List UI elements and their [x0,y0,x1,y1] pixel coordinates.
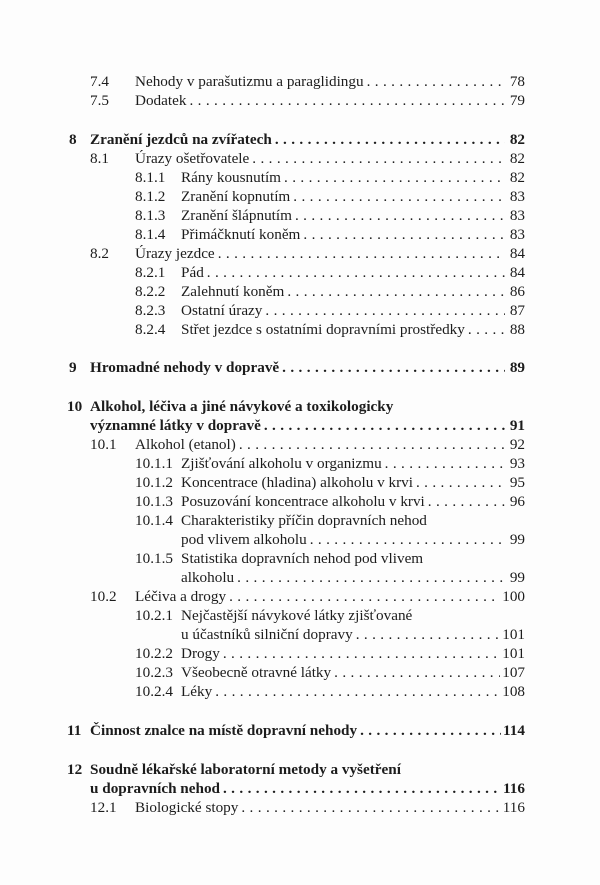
page-number: 99 [509,569,525,586]
page-number: 84 [509,264,525,281]
dot-leader [295,206,505,225]
toc-entry-line2[interactable] [0,530,600,549]
chapter-title: Zranění jezdců na zvířatech [90,131,272,148]
chapter-number: 9 [69,359,77,376]
toc-entry[interactable] [0,798,600,817]
toc-chapter-entry[interactable] [0,721,600,740]
page-number: 82 [509,131,525,148]
dot-leader [367,72,505,91]
dot-leader [360,721,501,740]
chapter-title-line1: Soudně lékařské laboratorní metody a vyšetření [90,761,401,778]
section-title-line1: Statistika dopravních nehod pod vlivem [181,550,424,567]
section-number: 7.4 [90,73,109,90]
dot-leader [334,663,500,682]
toc-chapter-entry-line1[interactable] [0,760,600,779]
dot-leader [265,301,505,320]
toc-chapter-entry-line1[interactable] [0,397,600,416]
section-number: 10.2.4 [135,683,173,700]
section-number: 8.2.2 [135,283,166,300]
toc-entry[interactable] [0,663,600,682]
section-title: Alkohol (etanol) [135,436,236,453]
section-number: 7.5 [90,92,109,109]
section-number: 10.1.1 [135,455,173,472]
section-number: 8.1.1 [135,169,166,186]
dot-leader [275,130,505,149]
section-title: Úrazy jezdce [135,245,215,262]
chapter-number: 11 [67,722,82,739]
toc-entry[interactable] [0,263,600,282]
page-number: 89 [509,359,525,376]
section-number: 10.2 [90,588,117,605]
dot-leader [218,244,505,263]
section-title: Nehody v parašutizmu a paraglidingu [135,73,364,90]
section-number: 8.1 [90,150,109,167]
page-number: 114 [503,722,525,739]
page-number: 101 [502,626,525,643]
toc-entry[interactable] [0,225,600,244]
toc-entry[interactable] [0,168,600,187]
page-number: 107 [502,664,525,681]
dot-leader [284,168,505,187]
page-number: 82 [509,169,525,186]
section-title-line1: Nejčastější návykové látky zjišťované [181,607,413,624]
section-title: Všeobecně otravné látky [181,664,332,681]
section-number: 10.2.1 [135,607,173,624]
toc-entry[interactable] [0,91,600,110]
toc-entry[interactable] [0,587,600,606]
section-title-line1: Charakteristiky příčin dopravních nehod [181,512,427,529]
page-number: 87 [509,302,525,319]
chapter-title: Hromadné nehody v dopravě [90,359,280,376]
toc-entry[interactable] [0,454,600,473]
section-title: Rány kousnutím [181,169,281,186]
dot-leader [252,149,505,168]
section-title: Ostatní úrazy [181,302,263,319]
dot-leader [223,779,501,798]
section-number: 8.2.4 [135,321,166,338]
toc-chapter-entry-line2[interactable] [0,416,600,435]
toc-entry-line1[interactable] [0,511,600,530]
section-title: Léky [181,683,213,700]
section-number: 10.1.5 [135,550,173,567]
section-number: 8.2.3 [135,302,166,319]
toc-entry[interactable] [0,244,600,263]
dot-leader [428,492,505,511]
page-number: 83 [509,207,525,224]
section-title: Koncentrace (hladina) alkoholu v krvi [181,474,413,491]
page-number: 83 [509,226,525,243]
section-title: Dodatek [135,92,187,109]
section-number: 10.1.2 [135,474,173,491]
dot-leader [293,187,505,206]
toc-entry[interactable] [0,682,600,701]
page-number: 93 [509,455,525,472]
chapter-title: u dopravních nehod [90,780,220,797]
page-number: 116 [502,799,525,816]
page-number: 99 [509,531,525,548]
section-number: 12.1 [90,799,117,816]
section-title: Zranění kopnutím [181,188,291,205]
toc-entry[interactable] [0,149,600,168]
toc-entry-line1[interactable] [0,606,600,625]
dot-leader [356,625,501,644]
section-number: 10.2.3 [135,664,173,681]
chapter-number: 8 [69,131,77,148]
toc-entry[interactable] [0,320,600,339]
dot-leader [468,320,505,339]
toc-entry-line2[interactable] [0,568,600,587]
dot-leader [310,530,505,549]
section-title: Zjišťování alkoholu v organizmu [181,455,382,472]
dot-leader [239,435,505,454]
page-number: 108 [502,683,525,700]
section-title: Přimáčknutí koněm [181,226,301,243]
dot-leader [215,682,500,701]
page-number: 96 [509,493,525,510]
chapter-number: 12 [67,761,83,778]
section-title: Zranění šlápnutím [181,207,292,224]
toc-entry[interactable] [0,72,600,91]
chapter-title-line1: Alkohol, léčiva a jiné návykové a toxikologicky [90,398,394,415]
dot-leader [385,454,505,473]
toc-chapter-entry[interactable] [0,358,600,377]
dot-leader [229,587,500,606]
section-title: u účastníků silniční dopravy [181,626,353,643]
section-number: 8.2.1 [135,264,166,281]
toc-entry[interactable] [0,644,600,663]
section-number: 8.2 [90,245,109,262]
toc-entry-line1[interactable] [0,549,600,568]
page-number: 100 [502,588,525,605]
section-title: Biologické stopy [135,799,239,816]
chapter-number: 10 [67,398,83,415]
section-title: Drogy [181,645,220,662]
toc-chapter-entry[interactable] [0,130,600,149]
page-number: 116 [503,780,525,797]
chapter-title: Činnost znalce na místě dopravní nehody [90,722,358,739]
page-number: 91 [509,417,525,434]
dot-leader [241,798,500,817]
toc-entry[interactable] [0,206,600,225]
page-number: 78 [509,73,525,90]
section-number: 8.1.4 [135,226,166,243]
section-title: Posuzování koncentrace alkoholu v krvi [181,493,425,510]
dot-leader [264,416,505,435]
page-number: 95 [509,474,525,491]
page-number: 86 [509,283,525,300]
chapter-title: významné látky v dopravě [90,417,261,434]
section-number: 8.1.2 [135,188,166,205]
page-number: 82 [509,150,525,167]
page-number: 84 [509,245,525,262]
section-title: Zalehnutí koněm [181,283,285,300]
section-number: 10.2.2 [135,645,173,662]
toc-entry[interactable] [0,492,600,511]
section-title: Střet jezdce s ostatními dopravními prostředky [181,321,465,338]
page-number: 101 [502,645,525,662]
dot-leader [303,225,505,244]
toc-entry[interactable] [0,435,600,454]
toc-entry[interactable] [0,187,600,206]
section-title: Léčiva a drogy [135,588,227,605]
dot-leader [189,91,505,110]
dot-leader [207,263,505,282]
page-number: 83 [509,188,525,205]
section-number: 10.1 [90,436,117,453]
dot-leader [237,568,505,587]
dot-leader [287,282,505,301]
section-title: Úrazy ošetřovatele [135,150,250,167]
section-title: pod vlivem alkoholu [181,531,307,548]
toc-entry[interactable] [0,282,600,301]
section-title: alkoholu [181,569,235,586]
toc-entry[interactable] [0,473,600,492]
dot-leader [223,644,500,663]
section-number: 10.1.3 [135,493,173,510]
toc-entry-line2[interactable] [0,625,600,644]
toc-chapter-entry-line2[interactable] [0,779,600,798]
dot-leader [416,473,505,492]
page-number: 88 [509,321,525,338]
section-title: Pád [181,264,204,281]
page-number: 92 [509,436,525,453]
page-number: 79 [509,92,525,109]
section-number: 10.1.4 [135,512,173,529]
dot-leader [282,358,505,377]
toc-entry[interactable] [0,301,600,320]
section-number: 8.1.3 [135,207,166,224]
